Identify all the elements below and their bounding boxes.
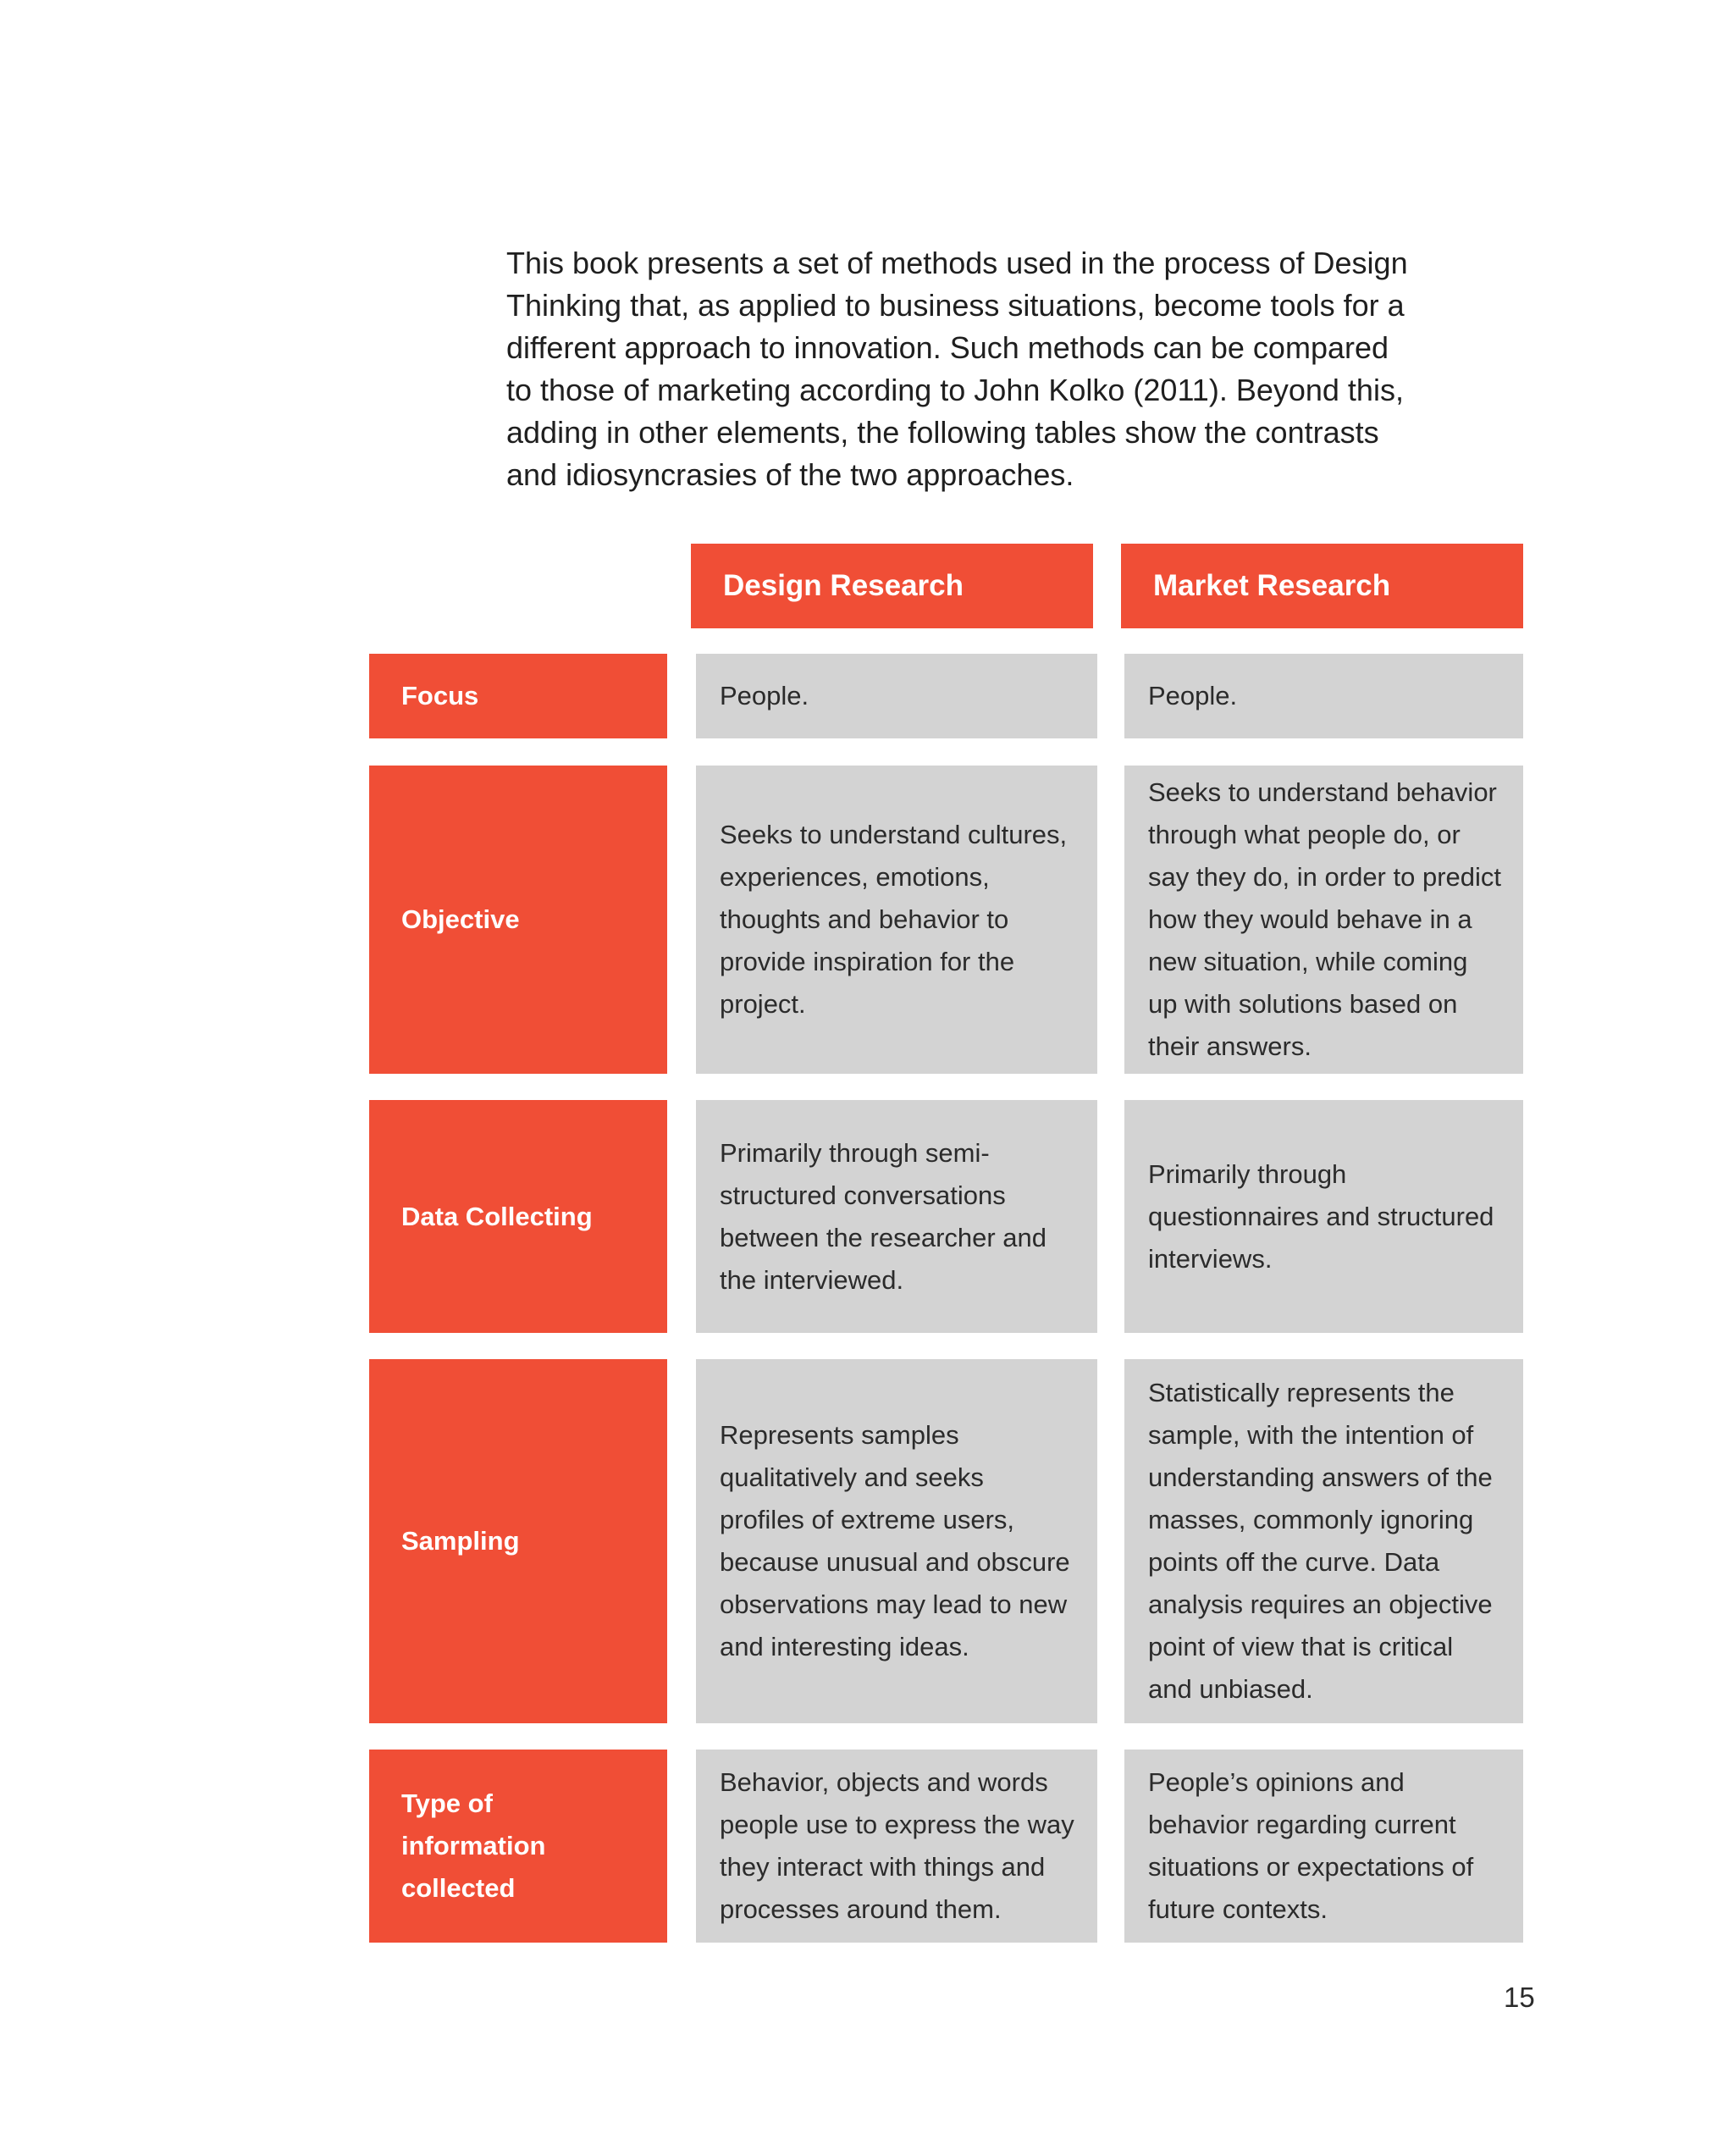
design-data-collecting-cell: Primarily through semi-structured conversations between the researcher and the interviewed. xyxy=(696,1100,1097,1333)
design-sampling-cell: Represents samples qualitatively and seeks profiles of extreme users, because unusual and obscure observations may lead to new and interesting ideas. xyxy=(696,1359,1097,1723)
row-label-type-of-information: Type of information collected xyxy=(369,1750,667,1943)
row-label-objective: Objective xyxy=(369,766,667,1074)
row-label-sampling: Sampling xyxy=(369,1359,667,1723)
market-objective-cell: Seeks to understand behavior through what people do, or say they do, in order to predict how they would behave in a new situation, while coming up with solutions based on their answers. xyxy=(1124,766,1523,1074)
column-header-design-research: Design Research xyxy=(691,544,1093,628)
row-label-focus: Focus xyxy=(369,654,667,738)
design-focus-cell: People. xyxy=(696,654,1097,738)
page-number: 15 xyxy=(1504,1982,1535,2013)
market-sampling-cell: Statistically represents the sample, with the intention of understanding answers of the masses, commonly ignoring points off the curve. Data analysis requires an objective point of view that is critical and unbiased. xyxy=(1124,1359,1523,1723)
design-objective-cell: Seeks to understand cultures, experiences, emotions, thoughts and behavior to provide inspiration for the project. xyxy=(696,766,1097,1074)
column-header-market-research: Market Research xyxy=(1121,544,1523,628)
market-focus-cell: People. xyxy=(1124,654,1523,738)
intro-paragraph: This book presents a set of methods used in the process of Design Thinking that, as applied to business situations, become tools for a different approach to innovation. Such methods can be compared to those of marketing according to John Kolko (2011). Beyond this, adding in other elements, the following tables show the contrasts and idiosyncrasies of the two approaches. xyxy=(506,246,1408,492)
design-type-of-information-cell: Behavior, objects and words people use to express the way they interact with things and processes around them. xyxy=(696,1750,1097,1943)
row-label-data-collecting: Data Collecting xyxy=(369,1100,667,1333)
market-data-collecting-cell: Primarily through questionnaires and structured interviews. xyxy=(1124,1100,1523,1333)
market-type-of-information-cell: People’s opinions and behavior regarding current situations or expectations of future contexts. xyxy=(1124,1750,1523,1943)
